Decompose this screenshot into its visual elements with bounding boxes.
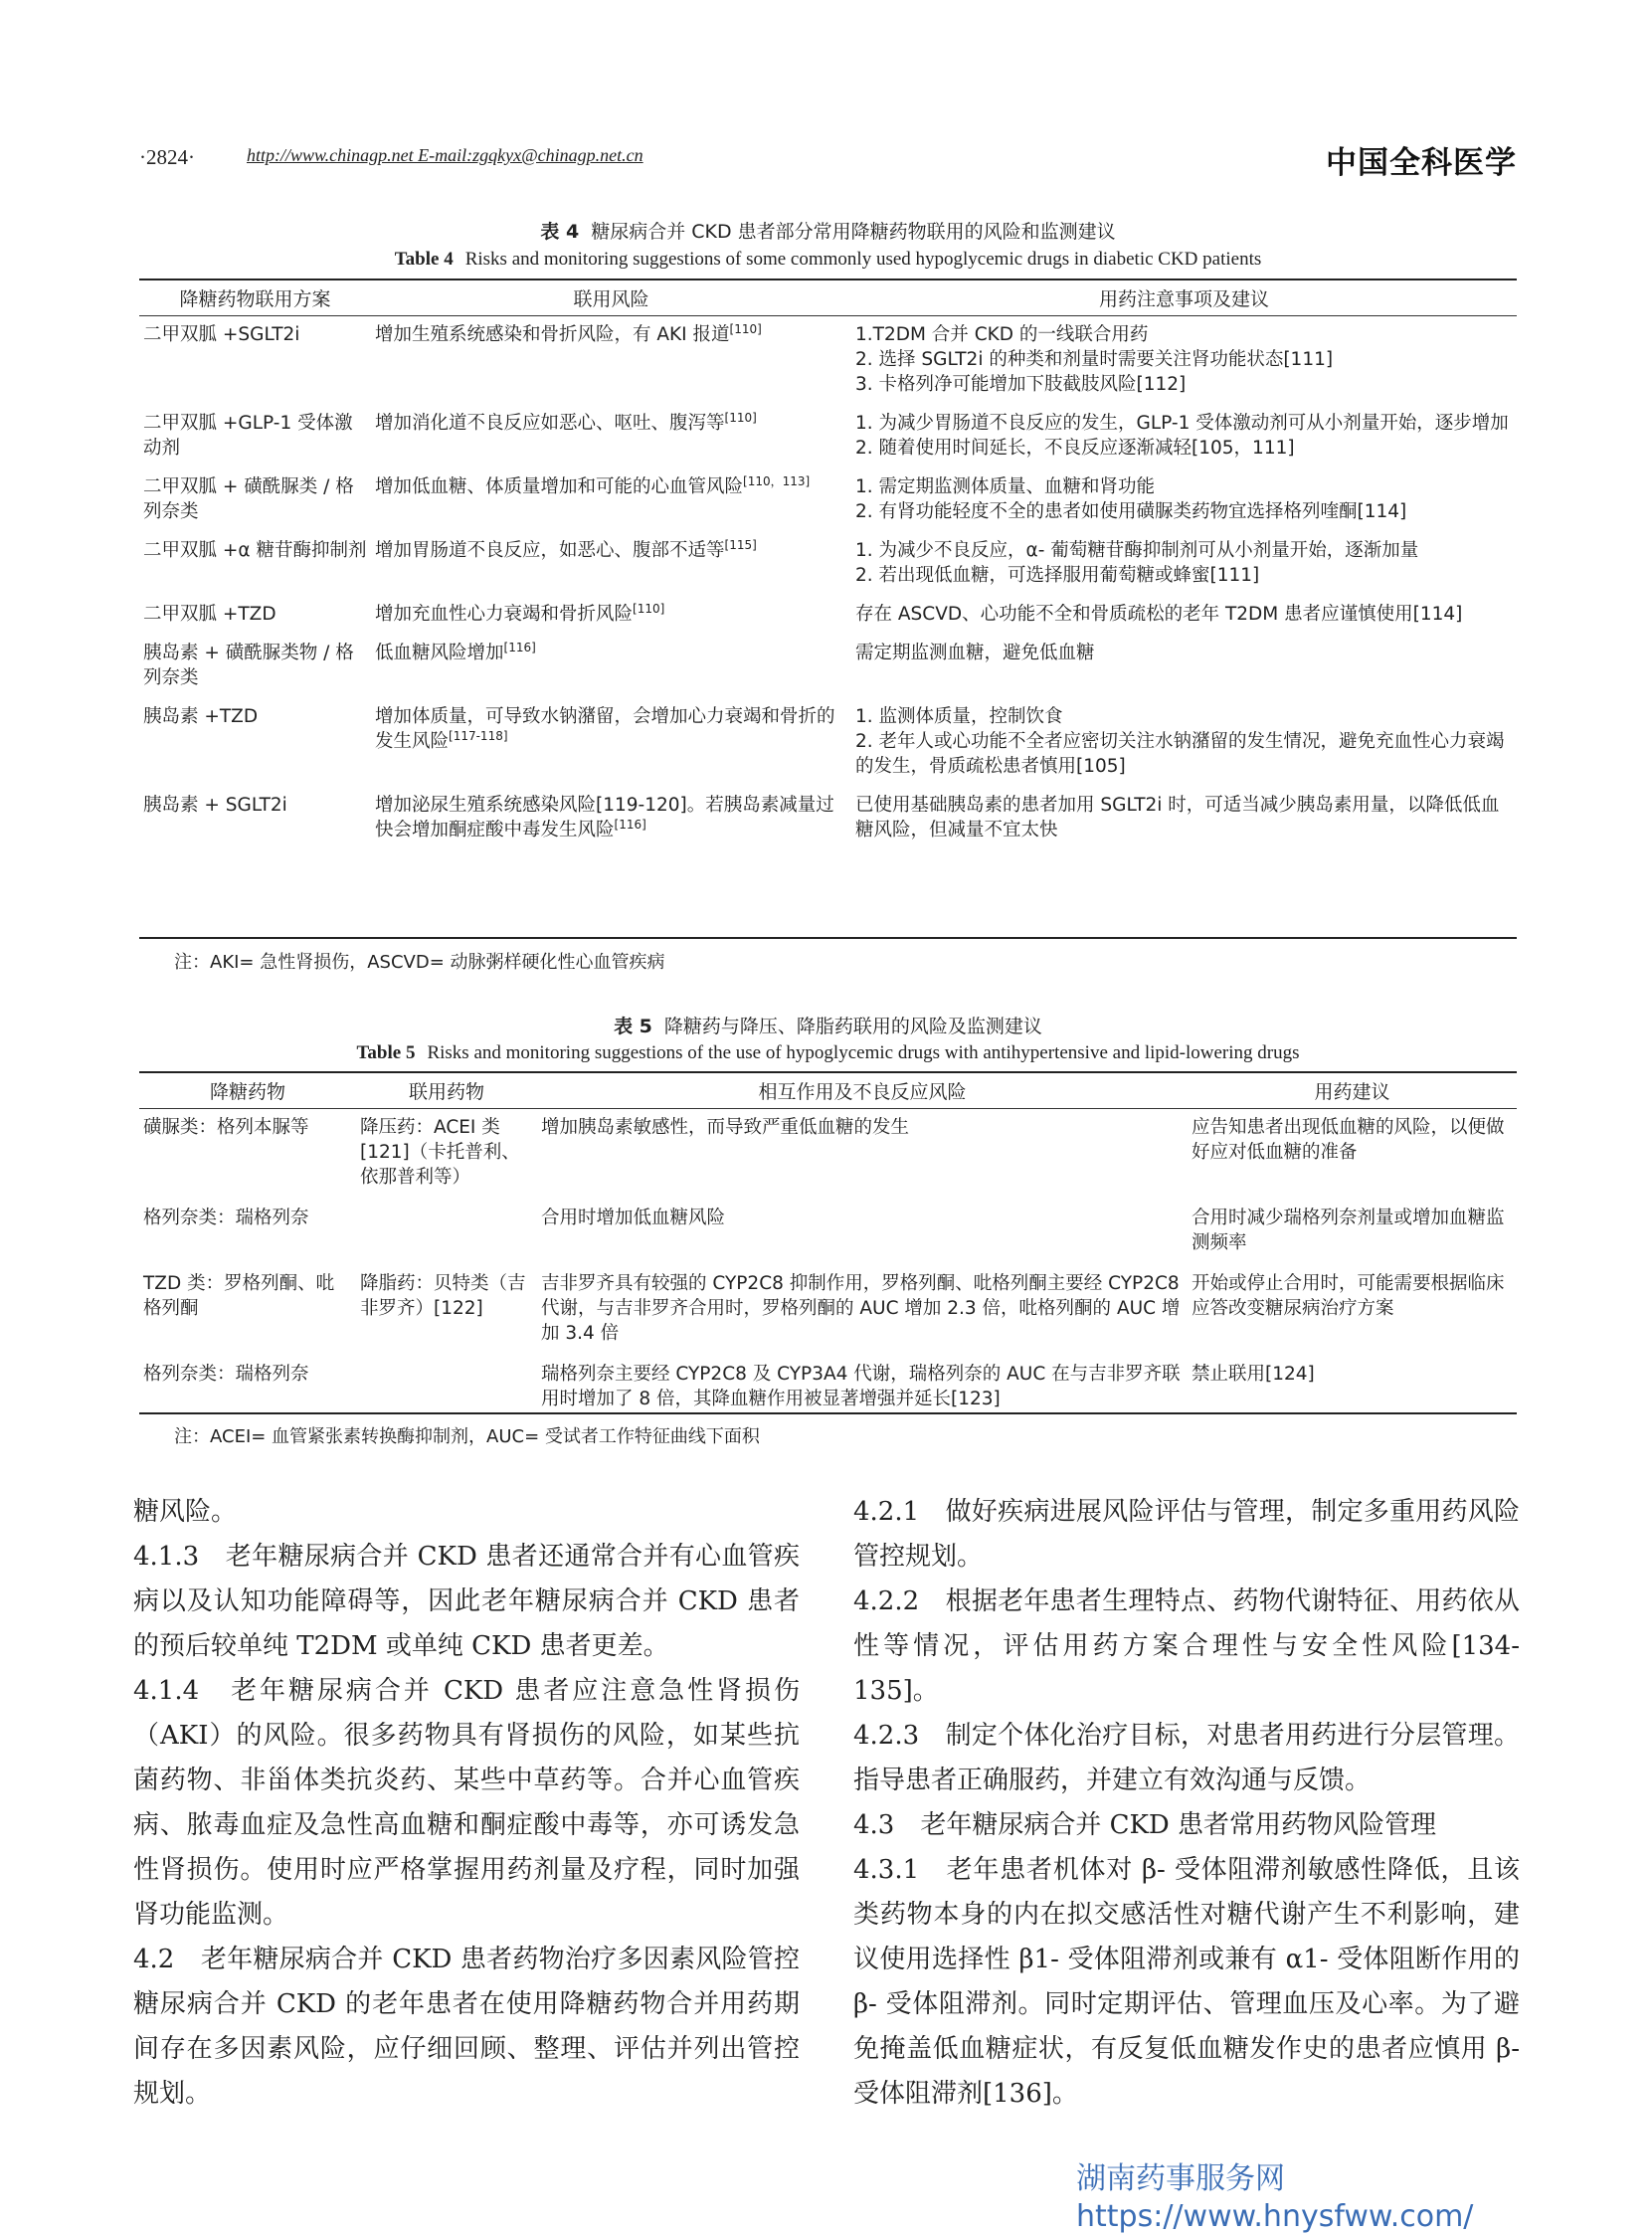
risk-text: 增加生殖系统感染和骨折风险，有 AKI 报道 <box>375 324 730 345</box>
table4-cell-risk <box>371 405 851 468</box>
table4-cell-advice: 1. 监测体质量，控制饮食 2. 老年人或心功能不全者应密切关注水钠潴留的发生情况，避免充血性心力衰竭的发生，骨质疏松患者慎用[105] <box>855 706 1505 777</box>
table4-cell-risk <box>371 698 851 787</box>
table4-row <box>139 596 1517 635</box>
table4-cell-plan: 二甲双胍 +α 糖苷酶抑制剂 <box>143 540 367 561</box>
table5-cell-interaction: 合用时增加低血糖风险 <box>541 1208 726 1228</box>
table4-caption-zh <box>139 217 1517 244</box>
citation: [115] <box>724 537 757 552</box>
table4-note: 注：AKI= 急性肾损伤，ASCVD= 动脉粥样硬化性心血管疾病 <box>174 952 665 973</box>
table4-cell-advice: 已使用基础胰岛素的患者加用 SGLT2i 时，可适当减少胰岛素用量，以降低低血糖风险，但减量不宜太快 <box>855 795 1500 840</box>
table5-cell-drug: 格列奈类：瑞格列奈 <box>143 1364 309 1385</box>
table4-cell-advice: 需定期监测血糖，避免低血糖 <box>855 643 1095 663</box>
table5-bottom-rule <box>139 1412 1517 1414</box>
body-paragraph: 4.1.4 老年糖尿病合并 CKD 患者应注意急性肾损伤（AKI）的风险。很多药物具有肾损伤的风险，如某些抗菌药物、非甾体类抗炎药、某些中草药等。合并心血管疾病、脓毒血症及急性高血糖和酮症酸中毒等，亦可诱发急性肾损伤。使用时应严格掌握用药剂量及疗程，同时加强肾功能监测。 <box>133 1676 800 1930</box>
table4-cell-risk <box>371 532 851 596</box>
citation: [110] <box>724 410 757 425</box>
table4-cell-advice: 1. 为减少不良反应，α- 葡萄糖苷酶抑制剂可从小剂量开始，逐渐加量 2. 若出现低血糖，可选择服用葡萄糖或蜂蜜[111] <box>855 540 1419 586</box>
table5-label-en: Table 5 <box>356 1042 416 1063</box>
table4-row <box>139 405 1517 468</box>
table5-row <box>139 1109 1517 1201</box>
table4-header-row <box>139 280 1517 316</box>
citation: [110，113] <box>743 473 811 488</box>
table4-row <box>139 468 1517 532</box>
table4-row <box>139 532 1517 596</box>
table5-cell-advice: 应告知患者出现低血糖的风险，以便做好应对低血糖的准备 <box>1192 1117 1505 1163</box>
table5-caption-en <box>139 1042 1517 1064</box>
table5-header-row <box>139 1073 1517 1109</box>
body-paragraph: 4.2.3 制定个体化治疗目标，对患者用药进行分层管理。指导患者正确服药，并建立有效沟通与反馈。 <box>853 1721 1520 1795</box>
table4-row <box>139 698 1517 787</box>
table4-caption-en <box>139 249 1517 271</box>
table5-header-advice: 用药建议 <box>1188 1073 1517 1109</box>
journal-url-email[interactable]: http://www.chinagp.net E-mail:zgqkyx@chinagp.net.cn <box>247 145 643 165</box>
table4-cell-plan: 二甲双胍 +GLP-1 受体激动剂 <box>143 413 353 459</box>
body-paragraph: 4.2.2 根据老年患者生理特点、药物代谢特征、用药依从性等情况，评估用药方案合理性与安全性风险[134-135]。 <box>853 1586 1520 1706</box>
body-paragraph: 4.2.1 做好疾病进展风险评估与管理，制定多重用药风险管控规划。 <box>853 1497 1520 1572</box>
table5-cell-combo: 降压药：ACEI 类[121]（卡托普利、依那普利等） <box>360 1117 520 1188</box>
table4-title-en: Risks and monitoring suggestions of some commonly used hypoglycemic drugs in diabetic CKD patients <box>464 249 1262 270</box>
table5-cell-advice: 合用时减少瑞格列奈剂量或增加血糖监测频率 <box>1192 1208 1505 1253</box>
table4-row <box>139 787 1517 850</box>
table4-label-zh: 表 4 <box>540 221 580 243</box>
table5-caption-zh <box>139 1012 1517 1038</box>
table4 <box>139 280 1517 850</box>
table5-cell-interaction: 瑞格列奈主要经 CYP2C8 及 CYP3A4 代谢，瑞格列奈的 AUC 在与吉非罗齐联用时增加了 8 倍，其降血糖作用被显著增强并延长[123] <box>541 1364 1181 1409</box>
table4-cell-advice: 存在 ASCVD、心功能不全和骨质疏松的老年 T2DM 患者应谨慎使用[114] <box>855 604 1463 625</box>
table5-row <box>139 1200 1517 1265</box>
table5-cell-drug: 格列奈类：瑞格列奈 <box>143 1208 309 1228</box>
table5-title-en: Risks and monitoring suggestions of the use of hypoglycemic drugs with antihypertensive and lipid-lowering drugs <box>427 1042 1300 1063</box>
table4-header-plan: 降糖药物联用方案 <box>139 280 371 316</box>
page-number: ·2824· <box>139 145 195 169</box>
table4-cell-plan: 胰岛素 + 磺酰脲类物 / 格列奈类 <box>143 643 354 688</box>
table4-bottom-rule <box>139 937 1517 939</box>
table4-row <box>139 316 1517 406</box>
risk-text: 低血糖风险增加 <box>375 643 504 663</box>
table4-cell-risk <box>371 468 851 532</box>
table4-cell-advice: 1.T2DM 合并 CKD 的一线联合用药 2. 选择 SGLT2i 的种类和剂量时需要关注肾功能状态[111] 3. 卡格列净可能增加下肢截肢风险[112] <box>855 324 1334 395</box>
watermark <box>1076 2160 1473 2236</box>
table5-cell-interaction: 吉非罗齐具有较强的 CYP2C8 抑制作用，罗格列酮、吡格列酮主要经 CYP2C8 代谢，与吉非罗齐合用时，罗格列酮的 AUC 增加 2.3 倍，吡格列酮的 AUC 增加 3.4 倍 <box>541 1273 1181 1344</box>
table5-cell-advice: 开始或停止合用时，可能需要根据临床应答改变糖尿病治疗方案 <box>1192 1273 1505 1319</box>
body-paragraph: 糖风险。 <box>133 1497 238 1527</box>
body-paragraph: 4.3.1 老年患者机体对 β- 受体阻滞剂敏感性降低，且该类药物本身的内在拟交感活性对糖代谢产生不利影响，建议使用选择性 β1- 受体阻滞剂或兼有 α1- 受体阻断作用的 β- 受体阻滞剂。同时定期评估、管理血压及心率。为了避免掩盖低血糖症状，有反复低血糖发作史的患者应慎用 β- 受体阻滞剂[136]。 <box>853 1855 1520 2109</box>
table5-row <box>139 1265 1517 1356</box>
risk-text: 增加胃肠道不良反应，如恶心、腹部不适等 <box>375 540 725 561</box>
risk-text: 增加低血糖、体质量增加和可能的心血管风险 <box>375 476 744 497</box>
table5-title-zh: 降糖药与降压、降脂药联用的风险及监测建议 <box>663 1016 1042 1037</box>
table5-header-interaction: 相互作用及不良反应风险 <box>537 1073 1188 1109</box>
table4-cell-plan: 二甲双胍 +TZD <box>143 604 276 625</box>
table4-cell-plan: 二甲双胍 + 磺酰脲类 / 格列奈类 <box>143 476 354 522</box>
table4-label-en: Table 4 <box>394 249 454 270</box>
table5-cell-interaction: 增加胰岛素敏感性，而导致严重低血糖的发生 <box>541 1117 910 1138</box>
table5-note: 注：ACEI= 血管紧张素转换酶抑制剂，AUC= 受试者工作特征曲线下面积 <box>174 1426 760 1447</box>
table4-cell-risk <box>371 787 851 850</box>
table4-cell-risk <box>371 635 851 698</box>
table5-header-combo: 联用药物 <box>356 1073 537 1109</box>
table5-header-drug: 降糖药物 <box>139 1073 356 1109</box>
table4-cell-plan: 胰岛素 + SGLT2i <box>143 795 287 816</box>
table5-cell-advice: 禁止联用[124] <box>1192 1364 1315 1385</box>
risk-text: 增加消化道不良反应如恶心、呕吐、腹泻等 <box>375 413 725 434</box>
page-header <box>139 139 1517 179</box>
watermark-url[interactable]: https://www.hnysfww.com/ <box>1076 2199 1474 2234</box>
body-paragraph: 4.2 老年糖尿病合并 CKD 患者药物治疗多因素风险管控 糖尿病合并 CKD 的老年患者在使用降糖药物合并用药期间存在多因素风险，应仔细回顾、整理、评估并列出管控规划。 <box>133 1945 826 2109</box>
table4-cell-advice: 1. 为减少胃肠道不良反应的发生，GLP-1 受体激动剂可从小剂量开始，逐步增加 2. 随着使用时间延长，不良反应逐渐减轻[105，111] <box>855 413 1509 459</box>
body-paragraph: 4.3 老年糖尿病合并 CKD 患者常用药物风险管理 <box>853 1810 1437 1840</box>
table4-header-advice: 用药注意事项及建议 <box>851 280 1517 316</box>
watermark-site-name: 湖南药事服务网 <box>1076 2161 1285 2196</box>
table5-cell-drug: TZD 类：罗格列酮、吡格列酮 <box>143 1273 335 1319</box>
body-left-column <box>133 1490 826 2117</box>
table4-cell-advice: 1. 需定期监测体质量、血糖和肾功能 2. 有肾功能轻度不全的患者如使用磺脲类药物宜选择格列喹酮[114] <box>855 476 1407 522</box>
risk-text: 增加体质量，可导致水钠潴留，会增加心力衰竭和骨折的发生风险 <box>375 706 835 752</box>
risk-text: 增加泌尿生殖系统感染风险[119-120]。若胰岛素减量过快会增加酮症酸中毒发生风险 <box>375 795 834 840</box>
table4-cell-plan: 胰岛素 +TZD <box>143 706 259 727</box>
citation: [117-118] <box>449 728 508 743</box>
table4-header-risk: 联用风险 <box>371 280 851 316</box>
citation: [116] <box>614 817 646 832</box>
table4-cell-risk <box>371 596 851 635</box>
table5 <box>139 1073 1517 1421</box>
table4-cell-risk <box>371 316 851 406</box>
body-paragraph: 4.1.3 老年糖尿病合并 CKD 患者还通常合并有心血管疾病以及认知功能障碍等，因此老年糖尿病合并 CKD 患者的预后较单纯 T2DM 或单纯 CKD 患者更差。 <box>133 1542 800 1661</box>
table5-label-zh: 表 5 <box>614 1016 652 1037</box>
citation: [116] <box>503 640 536 654</box>
body-right-column <box>853 1490 1520 2117</box>
table5-cell-drug: 磺脲类：格列本脲等 <box>143 1117 309 1138</box>
citation: [110] <box>729 321 762 336</box>
table5-cell-combo: 降脂药：贝特类（吉非罗齐）[122] <box>360 1273 526 1319</box>
risk-text: 增加充血性心力衰竭和骨折风险 <box>375 604 634 625</box>
table5-cell-combo <box>356 1200 537 1265</box>
citation: [110] <box>633 601 665 616</box>
journal-title: 中国全科医学 <box>1326 145 1517 181</box>
table4-title-zh: 糖尿病合并 CKD 患者部分常用降糖药物联用的风险和监测建议 <box>591 221 1116 243</box>
table4-cell-plan: 二甲双胍 +SGLT2i <box>143 324 300 345</box>
table4-row <box>139 635 1517 698</box>
